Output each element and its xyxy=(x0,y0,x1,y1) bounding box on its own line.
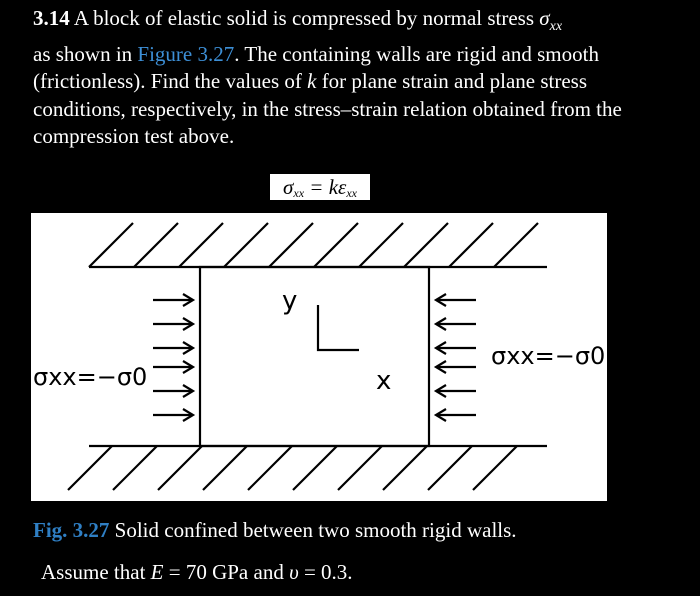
sigma-symbol: σ xyxy=(539,6,550,30)
caption-text: Solid confined between two smooth rigid walls. xyxy=(109,518,517,542)
E-value: = 70 GPa and xyxy=(163,560,290,584)
equation-lhs-subscript: xx xyxy=(293,186,305,200)
equation-middle: = kε xyxy=(304,175,347,199)
problem-text-2: as shown in xyxy=(33,41,138,66)
stress-strain-equation xyxy=(270,174,370,200)
problem-number: 3.14 xyxy=(33,6,70,30)
elastic-block xyxy=(200,267,429,446)
E-symbol: E xyxy=(150,560,164,584)
right-stress-arrows xyxy=(436,294,476,421)
nu-symbol: υ xyxy=(289,560,299,584)
nu-value: = 0.3. xyxy=(298,560,353,584)
top-wall-hatching xyxy=(89,223,538,267)
equation-rhs-subscript: xx xyxy=(346,186,357,200)
k-symbol: k xyxy=(307,69,317,93)
bottom-wall-hatching xyxy=(68,446,517,490)
coordinate-axes xyxy=(318,305,359,350)
figure-caption xyxy=(33,518,517,543)
problem-statement xyxy=(33,5,673,151)
assumption-text xyxy=(41,560,353,585)
problem-text-4: for plane strain and plane stress conditions, respectively, in the stress–strain relation obtained from the compression test above. xyxy=(33,69,622,148)
problem-text-1: A block of elastic solid is compressed by normal stress xyxy=(69,6,540,30)
axis-label-y: y xyxy=(282,286,298,316)
figure-3-27 xyxy=(31,213,607,501)
left-stress-arrows xyxy=(153,294,193,421)
figure-label: Fig. 3.27 xyxy=(33,518,110,542)
problem-text-3: . The containing walls are rigid and smooth (frictionless). Find the values of xyxy=(33,41,599,93)
figure-reference-link[interactable]: Figure 3.27 xyxy=(137,41,235,66)
sigma-subscript: xx xyxy=(549,19,563,34)
stress-label-right: σxx=−σ0 xyxy=(491,342,606,370)
axis-label-x: x xyxy=(376,366,392,396)
confined-block-diagram xyxy=(31,213,607,501)
stress-label-left: σxx=−σ0 xyxy=(33,363,148,391)
equation-lhs: σ xyxy=(283,175,294,199)
assumption-prefix: Assume that xyxy=(41,560,151,584)
